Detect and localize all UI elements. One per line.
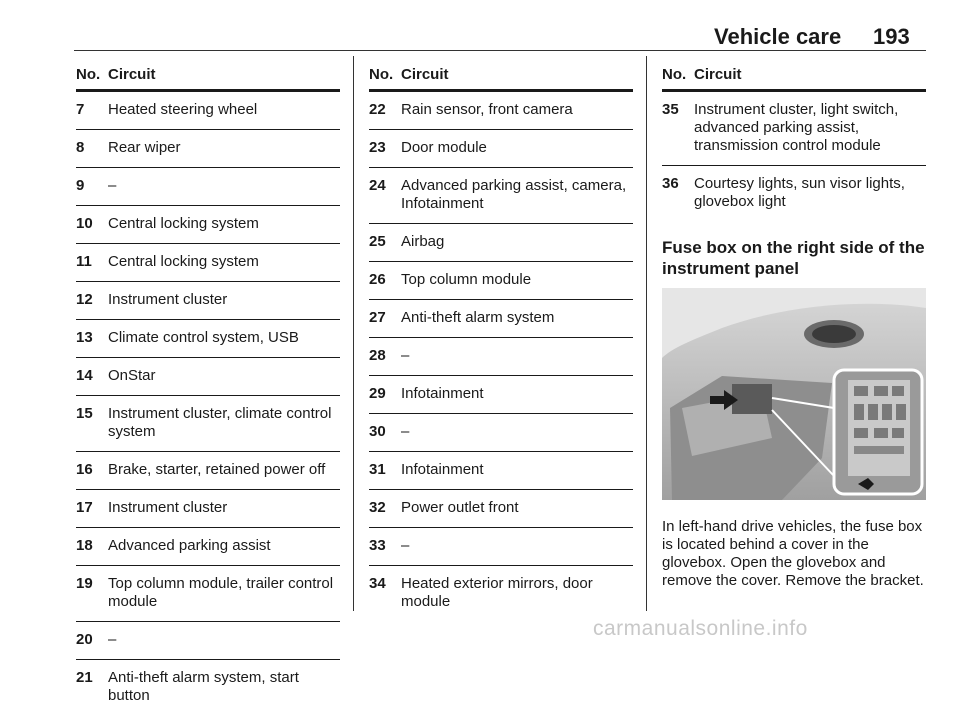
fuse-row (76, 660, 340, 715)
header-circuit: Circuit (108, 66, 156, 83)
fuse-row (369, 452, 633, 490)
fuse-number: 19 (76, 575, 93, 592)
fuse-number: 34 (369, 575, 386, 592)
fuse-circuit: Instrument cluster, climate control system (108, 405, 332, 440)
fuse-circuit: Instrument cluster, light switch, advanced parking assist, transmission control module (694, 101, 899, 154)
fuse-number: 7 (76, 101, 85, 118)
fuse-circuit: Door module (401, 139, 487, 156)
fuse-row (76, 168, 340, 206)
fuse-circuit: Top column module (401, 271, 532, 288)
column-divider (353, 56, 354, 611)
fuse-circuit: Airbag (401, 233, 445, 250)
fuse-number: 29 (369, 385, 386, 402)
fuse-box-photo (662, 288, 926, 500)
fuse-circuit: Brake, starter, retained power off (108, 461, 326, 478)
fuse-row (76, 320, 340, 358)
fuse-circuit: Climate control system, USB (108, 329, 299, 346)
fuse-circuit: Infotainment (401, 461, 484, 478)
fuse-table-column-2 (369, 66, 633, 621)
fuse-number: 12 (76, 291, 93, 308)
fuse-number: 24 (369, 177, 386, 194)
fuse-number: 28 (369, 347, 386, 364)
fuse-circuit: Courtesy lights, sun visor lights, glovebox light (694, 175, 905, 210)
right-column (662, 66, 926, 590)
fuse-row (369, 92, 633, 130)
fuse-number: 26 (369, 271, 386, 288)
fuse-row (662, 92, 926, 166)
fuse-circuit: Central locking system (108, 253, 259, 270)
header-no: No. (369, 66, 394, 83)
fuse-number: 8 (76, 139, 85, 156)
fuse-number: 32 (369, 499, 386, 516)
fuse-number: 10 (76, 215, 93, 232)
fuse-row (76, 244, 340, 282)
fuse-circuit: Instrument cluster (108, 291, 228, 308)
header-no: No. (662, 66, 687, 83)
fuse-number: 33 (369, 537, 386, 554)
fuse-row (369, 130, 633, 168)
fuse-circuit: OnStar (108, 367, 156, 384)
fuse-row (76, 130, 340, 168)
fuse-row (369, 528, 633, 566)
fuse-number: 31 (369, 461, 386, 478)
fuse-row (369, 300, 633, 338)
fuse-number: 35 (662, 101, 679, 118)
header-circuit: Circuit (694, 66, 742, 83)
fuse-circuit: Power outlet front (401, 499, 519, 516)
fuse-row (76, 528, 340, 566)
fuse-row (369, 262, 633, 300)
fuse-circuit: Rear wiper (108, 139, 181, 156)
fuse-circuit: Heated steering wheel (108, 101, 258, 118)
table-header (662, 66, 926, 92)
fuse-row (76, 206, 340, 244)
fuse-circuit: Top column module, trailer control module (108, 575, 334, 610)
fuse-number: 25 (369, 233, 386, 250)
fuse-number: 14 (76, 367, 93, 384)
page-number: 193 (873, 24, 910, 49)
running-header-title: Vehicle care (714, 24, 842, 49)
fuse-row (76, 566, 340, 622)
fuse-circuit: Advanced parking assist, camera, Infotainment (401, 177, 627, 212)
body-paragraph: In left-hand drive vehicles, the fuse box is located behind a cover in the glovebox. Open the glovebox and remove the cover. Remove the bracket. (662, 518, 924, 589)
header-rule (74, 50, 926, 51)
fuse-circuit: Infotainment (401, 385, 484, 402)
fuse-circuit: Rain sensor, front camera (401, 101, 573, 118)
fuse-row (76, 358, 340, 396)
fuse-row (662, 166, 926, 221)
fuse-row (369, 414, 633, 452)
fuse-row (76, 452, 340, 490)
fuse-circuit: Central locking system (108, 215, 259, 232)
column-divider (646, 56, 647, 611)
fuse-number: 20 (76, 631, 93, 648)
header-circuit: Circuit (401, 66, 449, 83)
fuse-number: 21 (76, 669, 93, 686)
fuse-row (76, 282, 340, 320)
fuse-circuit: Anti-theft alarm system (401, 309, 555, 326)
fuse-row (369, 566, 633, 621)
fuse-number: 36 (662, 175, 679, 192)
fuse-circuit: Instrument cluster (108, 499, 228, 516)
table-body (369, 92, 633, 621)
fuse-row (369, 338, 633, 376)
fuse-row (76, 490, 340, 528)
fuse-number: 17 (76, 499, 93, 516)
fuse-circuit: – (401, 537, 410, 554)
fuse-circuit: – (401, 347, 410, 364)
fuse-number: 16 (76, 461, 93, 478)
table-header (76, 66, 340, 92)
fuse-row (369, 376, 633, 414)
table-body (662, 92, 926, 221)
fuse-circuit: Anti-theft alarm system, start button (108, 669, 299, 704)
fuse-number: 11 (76, 253, 92, 270)
fuse-circuit: Heated exterior mirrors, door module (401, 575, 593, 610)
fuse-row (369, 490, 633, 528)
fuse-row (76, 396, 340, 452)
table-body (76, 92, 340, 715)
fuse-number: 23 (369, 139, 386, 156)
fuse-number: 9 (76, 177, 85, 194)
fuse-number: 15 (76, 405, 93, 422)
fuse-number: 22 (369, 101, 386, 118)
section-heading: Fuse box on the right side of the instrument panel (662, 238, 925, 278)
fuse-number: 13 (76, 329, 93, 346)
fuse-circuit: – (108, 631, 117, 648)
fuse-row (369, 168, 633, 224)
fuse-row (76, 622, 340, 660)
header-no: No. (76, 66, 101, 83)
table-header (369, 66, 633, 92)
fuse-row (76, 92, 340, 130)
watermark: carmanualsonline.info (593, 617, 808, 640)
fuse-circuit: Advanced parking assist (108, 537, 271, 554)
fuse-circuit: – (401, 423, 410, 440)
fuse-table-column-1 (76, 66, 340, 715)
fuse-circuit: – (108, 177, 117, 194)
fuse-number: 27 (369, 309, 386, 326)
fuse-number: 18 (76, 537, 93, 554)
fuse-row (369, 224, 633, 262)
fuse-number: 30 (369, 423, 386, 440)
